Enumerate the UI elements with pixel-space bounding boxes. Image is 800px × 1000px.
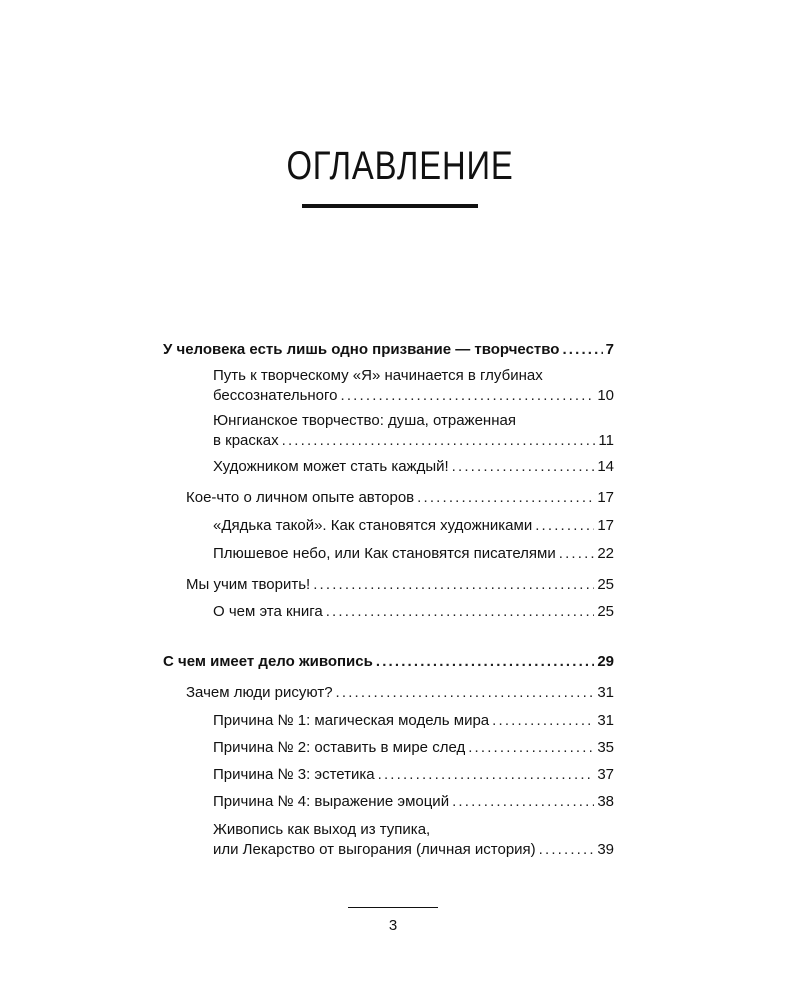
toc-entry[interactable] bbox=[186, 683, 614, 703]
toc-entry-title: Причина № 4: выражение эмоций bbox=[213, 793, 450, 810]
toc-leader-dots bbox=[452, 792, 594, 812]
toc-leader-dots bbox=[378, 765, 595, 785]
toc-entry-title: Причина № 1: магическая модель мира bbox=[213, 712, 490, 729]
toc-entry-title: Живопись как выход из тупика, bbox=[213, 821, 431, 838]
toc-entry-page: 14 bbox=[597, 458, 614, 475]
toc-leader-dots bbox=[282, 431, 596, 451]
toc-leader-dots bbox=[492, 711, 594, 731]
toc-leader-dots bbox=[539, 840, 595, 860]
toc-entry-title: Зачем люди рисуют? bbox=[186, 684, 333, 701]
toc-entry[interactable] bbox=[213, 544, 614, 564]
toc-entry-page: 25 bbox=[597, 603, 614, 620]
toc-entry-title: Юнгианское творчество: душа, отраженная bbox=[213, 412, 516, 429]
toc-entry-page: 38 bbox=[597, 793, 614, 810]
toc-entry-title: С чем имеет дело живопись bbox=[163, 653, 373, 670]
toc-entry-page: 37 bbox=[597, 766, 614, 783]
toc-entry-title-cont: бессознательного bbox=[213, 387, 338, 404]
toc-entry[interactable] bbox=[213, 516, 614, 536]
toc-entry-page: 31 bbox=[597, 712, 614, 729]
toc-entry[interactable] bbox=[213, 457, 614, 477]
toc-entry[interactable] bbox=[213, 711, 614, 731]
toc-entry[interactable] bbox=[213, 602, 614, 622]
toc-entry-title: «Дядька такой». Как становятся художниками bbox=[213, 517, 533, 534]
toc-entry-page: 25 bbox=[597, 576, 614, 593]
footer-rule bbox=[348, 907, 438, 908]
toc-entry-title: Причина № 3: эстетика bbox=[213, 766, 375, 783]
toc-leader-dots bbox=[452, 457, 595, 477]
toc-entry[interactable] bbox=[213, 792, 614, 812]
toc-entry-title: Художником может стать каждый! bbox=[213, 458, 449, 475]
toc-entry-title: Кое-что о личном опыте авторов bbox=[186, 489, 415, 506]
toc-entry[interactable] bbox=[213, 765, 614, 785]
toc-entry-title: Причина № 2: оставить в мире след bbox=[213, 739, 466, 756]
toc-entry[interactable] bbox=[163, 652, 614, 672]
toc-entry-title: Путь к творческому «Я» начинается в глубинах bbox=[213, 367, 543, 384]
toc-leader-dots bbox=[417, 488, 594, 508]
toc-entry-page: 11 bbox=[598, 432, 614, 449]
toc-entry-page: 10 bbox=[597, 387, 614, 404]
toc-entry-page: 31 bbox=[597, 684, 614, 701]
page-title: ОГЛАВЛЕНИЕ bbox=[286, 144, 514, 188]
toc-entry-page: 22 bbox=[597, 545, 614, 562]
toc-entry[interactable] bbox=[213, 820, 614, 860]
toc-leader-dots bbox=[313, 575, 594, 595]
toc-entry-title-cont: или Лекарство от выгорания (личная история) bbox=[213, 841, 536, 858]
toc-entry-page: 7 bbox=[605, 341, 614, 358]
toc-leader-dots bbox=[336, 683, 595, 703]
toc-entry-title: У человека есть лишь одно призвание — творчество bbox=[163, 341, 560, 358]
toc-leader-dots bbox=[376, 652, 594, 672]
toc-leader-dots bbox=[562, 340, 602, 360]
toc-entry-page: 29 bbox=[597, 653, 614, 670]
toc-entry-title: Мы учим творить! bbox=[186, 576, 311, 593]
toc-entry-page: 39 bbox=[597, 841, 614, 858]
toc-entry[interactable] bbox=[213, 738, 614, 758]
toc-entry-page: 35 bbox=[597, 739, 614, 756]
toc-entry-title: Плюшевое небо, или Как становятся писателями bbox=[213, 545, 556, 562]
toc-entry-page: 17 bbox=[597, 517, 614, 534]
toc-entry-title: О чем эта книга bbox=[213, 603, 323, 620]
toc-leader-dots bbox=[559, 544, 595, 564]
toc-entry-page: 17 bbox=[597, 489, 614, 506]
toc-leader-dots bbox=[468, 738, 594, 758]
toc-leader-dots bbox=[535, 516, 594, 536]
toc-entry[interactable] bbox=[213, 411, 614, 451]
toc-leader-dots bbox=[341, 386, 595, 406]
toc-entry[interactable] bbox=[186, 575, 614, 595]
toc-entry[interactable] bbox=[186, 488, 614, 508]
toc-leader-dots bbox=[326, 602, 595, 622]
page-number: 3 bbox=[388, 917, 398, 934]
toc-entry-title-cont: в красках bbox=[213, 432, 279, 449]
toc-entry[interactable] bbox=[163, 340, 614, 360]
toc-entry[interactable] bbox=[213, 366, 614, 406]
